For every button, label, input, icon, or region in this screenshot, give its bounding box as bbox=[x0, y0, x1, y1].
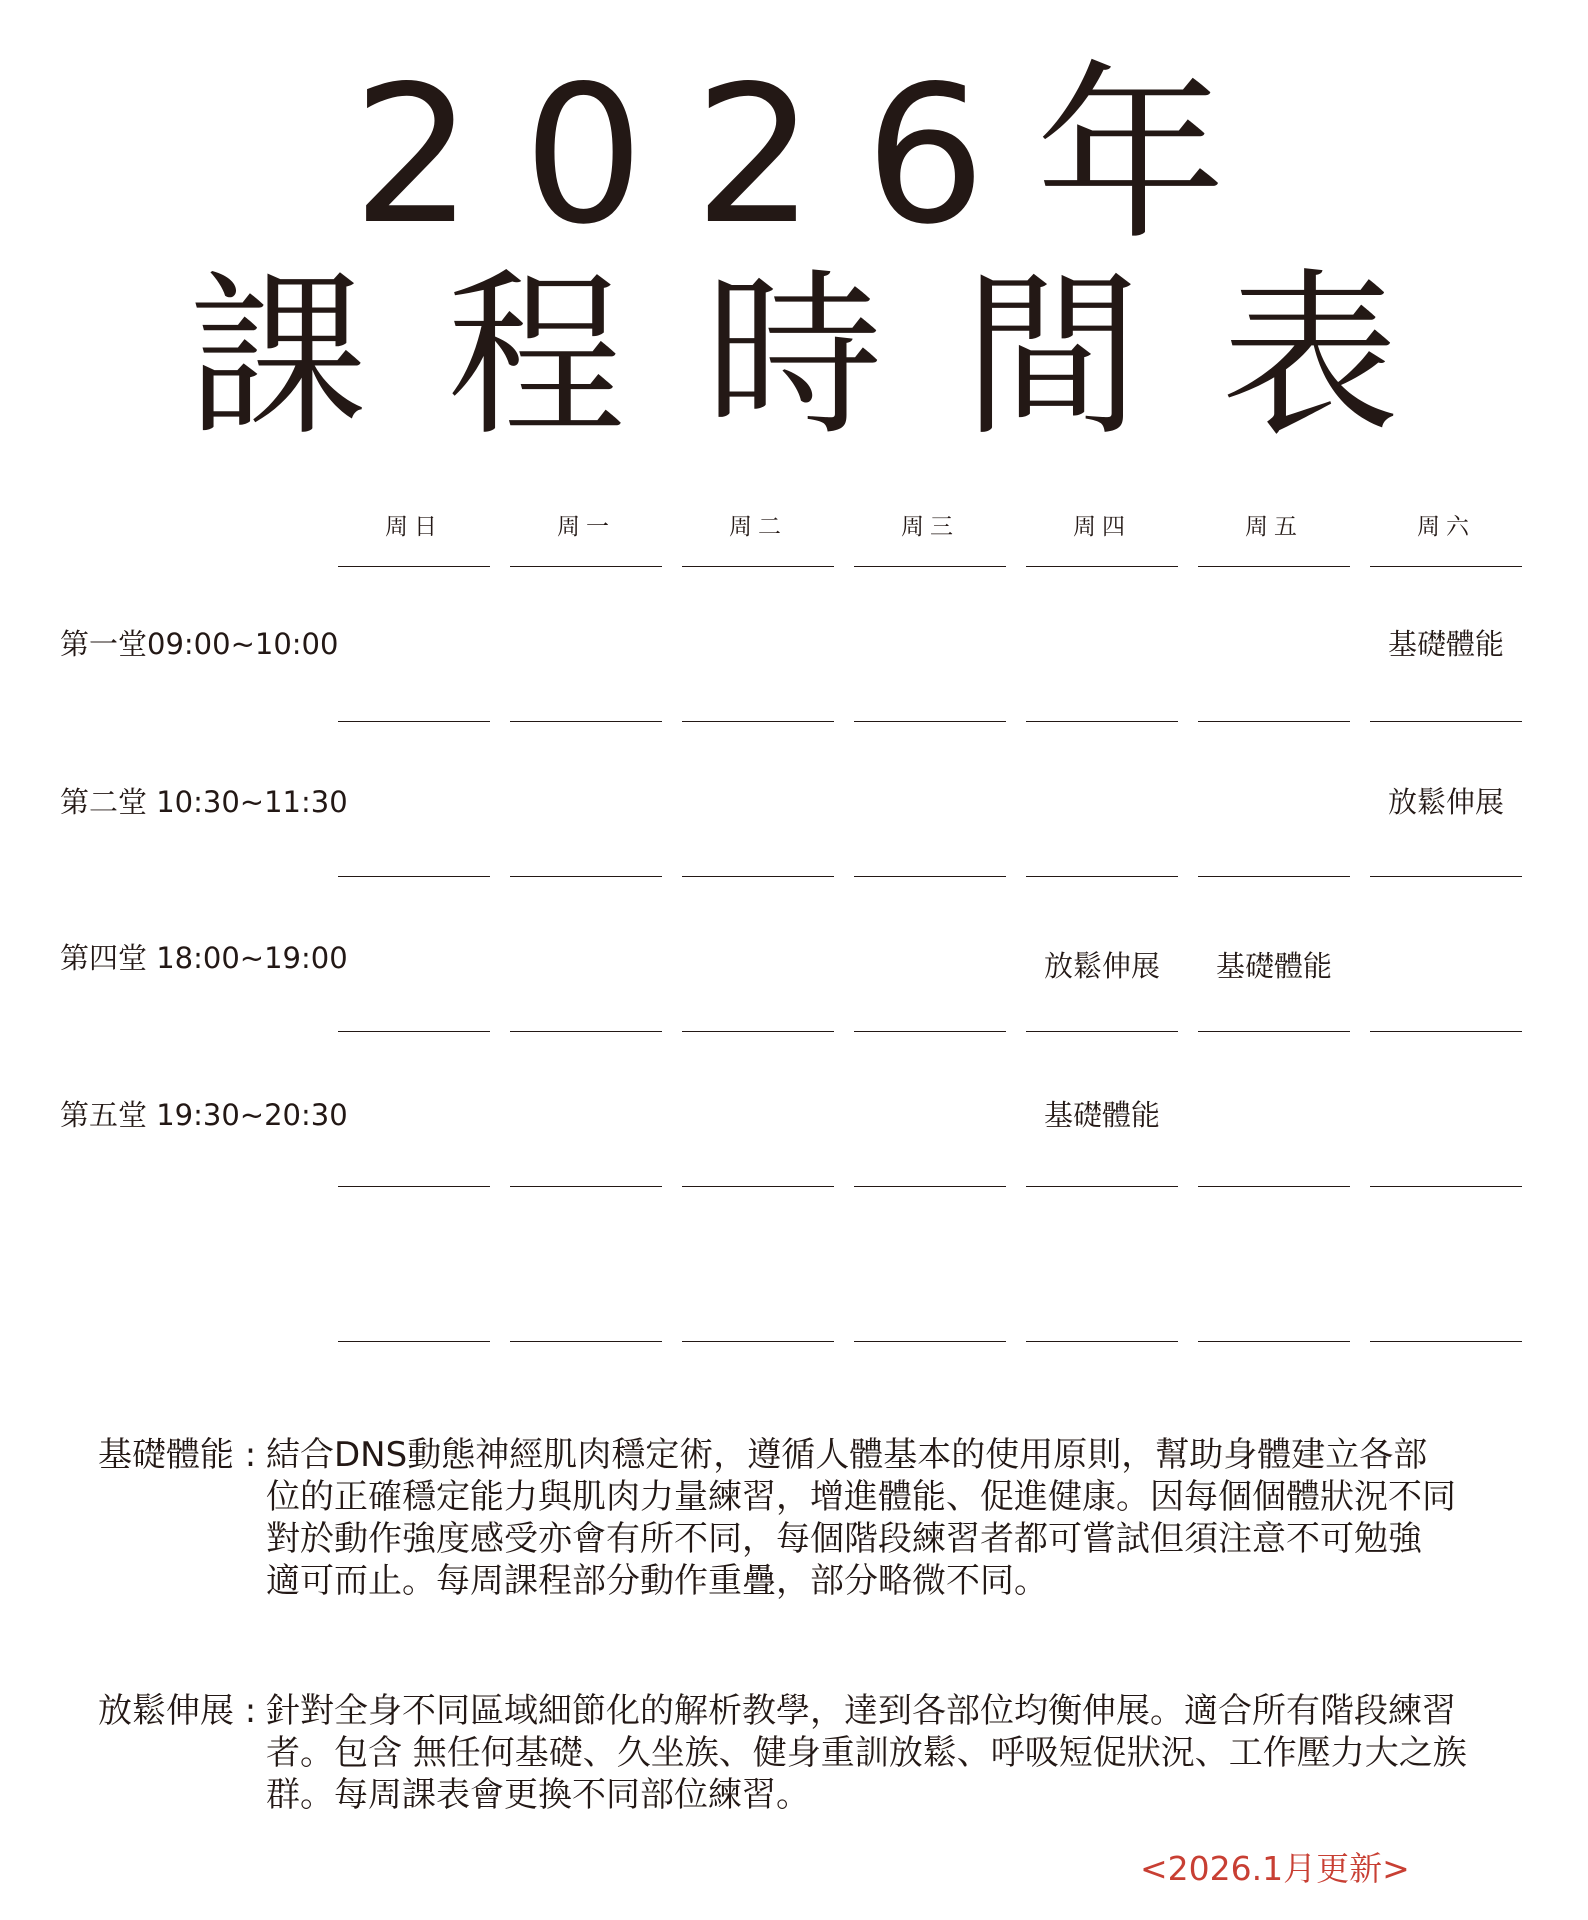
grid-line bbox=[1370, 1186, 1522, 1187]
description-body bbox=[266, 1690, 1516, 1816]
grid-line bbox=[338, 721, 490, 722]
cell-slot4-fri: 基礎體能 bbox=[1215, 949, 1332, 983]
day-header-sun: 周日 bbox=[385, 514, 443, 540]
grid-line bbox=[854, 721, 1006, 722]
grid-line bbox=[338, 566, 490, 567]
grid-line bbox=[1026, 1341, 1178, 1342]
grid-line bbox=[1198, 876, 1350, 877]
description-line: 對於動作強度感受亦會有所不同，每個階段練習者都可嘗試但須注意不可勉強 bbox=[266, 1519, 1422, 1559]
slot-label-1: 第一堂09:00~10:00 bbox=[60, 627, 339, 661]
description-line: 位的正確穩定能力與肌肉力量練習，增進體能、促進健康。因每個個體狀況不同 bbox=[266, 1477, 1456, 1517]
cell-slot5-thu: 基礎體能 bbox=[1043, 1098, 1160, 1132]
grid-line bbox=[510, 1031, 662, 1032]
grid-line bbox=[1198, 1341, 1350, 1342]
grid-line bbox=[682, 721, 834, 722]
cell-slot1-sat: 基礎體能 bbox=[1387, 627, 1504, 661]
description-line: 群。每周課表會更換不同部位練習。 bbox=[266, 1775, 810, 1815]
grid-line bbox=[682, 566, 834, 567]
grid-line bbox=[1198, 566, 1350, 567]
description-line: 者。包含 無任何基礎、久坐族、健身重訓放鬆、呼吸短促狀況、工作壓力大之族 bbox=[266, 1733, 1467, 1773]
update-note: <2026.1月更新> bbox=[1140, 1849, 1410, 1888]
day-header-fri: 周五 bbox=[1245, 514, 1303, 540]
grid-line bbox=[1198, 1186, 1350, 1187]
grid-line bbox=[854, 566, 1006, 567]
grid-line bbox=[338, 1031, 490, 1032]
grid-line bbox=[1198, 721, 1350, 722]
day-header-wed: 周三 bbox=[901, 514, 959, 540]
grid-line bbox=[1370, 876, 1522, 877]
grid-line bbox=[854, 876, 1006, 877]
grid-line bbox=[510, 566, 662, 567]
grid-line bbox=[1026, 1186, 1178, 1187]
grid-line bbox=[1198, 1031, 1350, 1032]
grid-line bbox=[854, 1341, 1006, 1342]
grid-line bbox=[338, 1186, 490, 1187]
grid-line bbox=[682, 876, 834, 877]
grid-line bbox=[1026, 1031, 1178, 1032]
grid-line bbox=[510, 721, 662, 722]
grid-line bbox=[510, 876, 662, 877]
grid-line bbox=[510, 1341, 662, 1342]
grid-line bbox=[854, 1031, 1006, 1032]
page-title: 課程時間表 bbox=[189, 253, 1479, 460]
grid-line bbox=[1026, 721, 1178, 722]
description-body bbox=[266, 1434, 1516, 1602]
grid-line bbox=[1370, 721, 1522, 722]
grid-line bbox=[510, 1186, 662, 1187]
day-header-sat: 周六 bbox=[1417, 514, 1475, 540]
day-header-tue: 周二 bbox=[729, 514, 787, 540]
slot-label-5: 第五堂 19:30~20:30 bbox=[60, 1098, 348, 1132]
grid-line bbox=[854, 1186, 1006, 1187]
grid-line bbox=[1370, 1031, 1522, 1032]
description-term: 基礎體能 : bbox=[98, 1435, 257, 1475]
grid-line bbox=[1026, 876, 1178, 877]
grid-line bbox=[1370, 566, 1522, 567]
description-line: 結合DNS動態神經肌肉穩定術，遵循人體基本的使用原則，幫助身體建立各部 bbox=[266, 1435, 1428, 1475]
grid-line bbox=[682, 1031, 834, 1032]
grid-line bbox=[682, 1186, 834, 1187]
day-header-thu: 周四 bbox=[1073, 514, 1131, 540]
grid-line bbox=[338, 1341, 490, 1342]
cell-slot4-thu: 放鬆伸展 bbox=[1043, 949, 1160, 983]
grid-line bbox=[1026, 566, 1178, 567]
description-line: 適可而止。每周課程部分動作重疊，部分略微不同。 bbox=[266, 1561, 1048, 1601]
cell-slot2-sat: 放鬆伸展 bbox=[1387, 785, 1504, 819]
grid-line bbox=[338, 876, 490, 877]
slot-label-2: 第二堂 10:30~11:30 bbox=[60, 785, 348, 819]
grid-line bbox=[682, 1341, 834, 1342]
slot-label-4: 第四堂 18:00~19:00 bbox=[60, 941, 348, 975]
description-line: 針對全身不同區域細節化的解析教學，達到各部位均衡伸展。適合所有階段練習 bbox=[266, 1691, 1456, 1731]
day-header-mon: 周一 bbox=[557, 514, 615, 540]
grid-line bbox=[1370, 1341, 1522, 1342]
description-term: 放鬆伸展 : bbox=[98, 1691, 257, 1731]
page-title-year: 2026年 bbox=[352, 45, 1276, 266]
